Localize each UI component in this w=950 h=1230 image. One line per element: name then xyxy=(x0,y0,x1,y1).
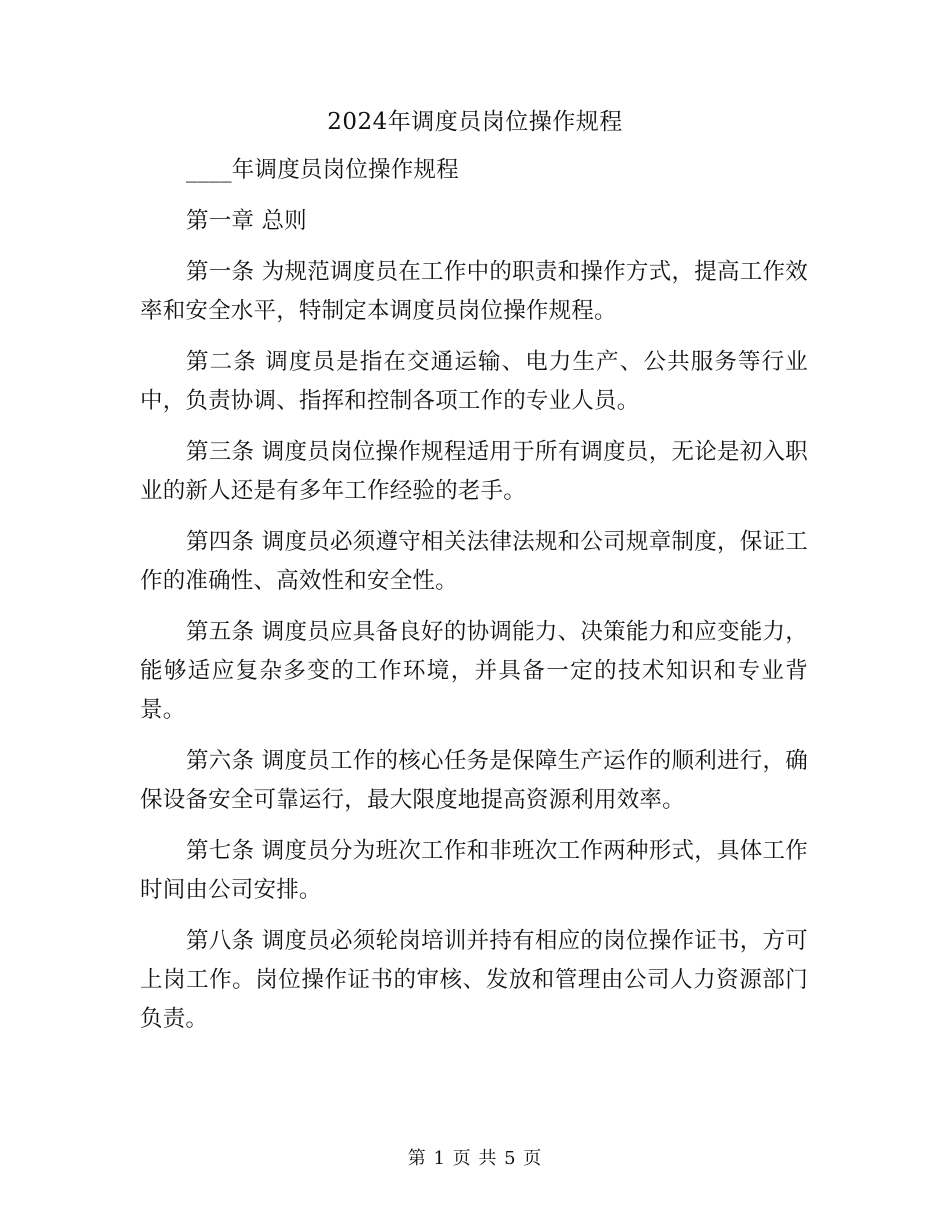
chapter-heading: 第一章 总则 xyxy=(186,208,307,234)
article-6: 第六条 调度员工作的核心任务是保障生产运作的顺利进行，确保设备安全可靠运行，最大限度地提高资源利用效率。 xyxy=(140,748,808,813)
page-footer: 第 1 页 共 5 页 xyxy=(407,1148,543,1169)
article-3: 第三条 调度员岗位操作规程适用于所有调度员，无论是初入职业的新人还是有多年工作经验的老手。 xyxy=(140,439,808,504)
article-7: 第七条 调度员分为班次工作和非班次工作两种形式，具体工作时间由公司安排。 xyxy=(140,838,808,903)
article-4: 第四条 调度员必须遵守相关法律法规和公司规章制度，保证工作的准确性、高效性和安全性。 xyxy=(140,529,808,594)
article-8: 第八条 调度员必须轮岗培训并持有相应的岗位操作证书，方可上岗工作。岗位操作证书的审核、发放和管理由公司人力资源部门负责。 xyxy=(140,928,808,1032)
article-2: 第二条 调度员是指在交通运输、电力生产、公共服务等行业中，负责协调、指挥和控制各项工作的专业人员。 xyxy=(140,349,808,414)
article-5: 第五条 调度员应具备良好的协调能力、决策能力和应变能力，能够适应复杂多变的工作环境，并具备一定的技术知识和专业背景。 xyxy=(140,619,808,723)
document-title: 2024年调度员岗位操作规程 xyxy=(327,109,623,135)
document-body xyxy=(140,151,808,1051)
article-1: 第一条 为规范调度员在工作中的职责和操作方式，提高工作效率和安全水平，特制定本调度员岗位操作规程。 xyxy=(140,259,808,324)
document-subtitle: ____年调度员岗位操作规程 xyxy=(186,157,459,183)
